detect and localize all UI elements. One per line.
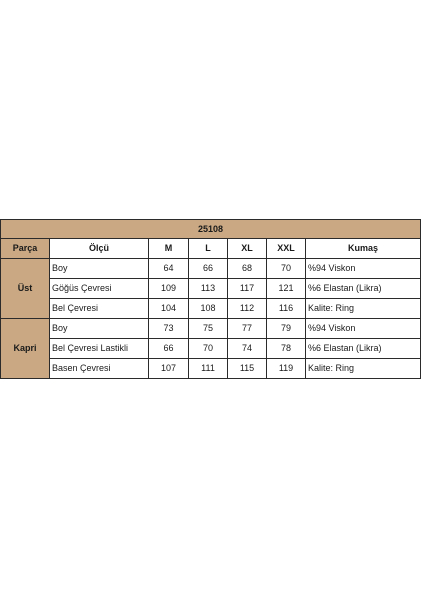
- value-xxl: 116: [267, 299, 306, 319]
- part-label-ust: Üst: [1, 259, 50, 319]
- value-xl: 77: [228, 319, 267, 339]
- value-l: 66: [189, 259, 228, 279]
- header-size-m: M: [149, 239, 189, 259]
- header-fabric: Kumaş: [306, 239, 421, 259]
- measure-label: Bel Çevresi: [50, 299, 149, 319]
- value-m: 64: [149, 259, 189, 279]
- title-row: [1, 220, 421, 239]
- fabric-info: Kalite: Ring: [306, 299, 421, 319]
- table-row: [1, 359, 421, 379]
- value-m: 66: [149, 339, 189, 359]
- header-size-l: L: [189, 239, 228, 259]
- header-size-xxl: XXL: [267, 239, 306, 259]
- value-l: 111: [189, 359, 228, 379]
- value-xl: 112: [228, 299, 267, 319]
- measure-label: Basen Çevresi: [50, 359, 149, 379]
- table-row: [1, 279, 421, 299]
- value-xl: 117: [228, 279, 267, 299]
- value-xl: 74: [228, 339, 267, 359]
- measure-label: Boy: [50, 319, 149, 339]
- fabric-info: %6 Elastan (Likra): [306, 279, 421, 299]
- fabric-info: %94 Viskon: [306, 319, 421, 339]
- product-code: 25108: [1, 220, 421, 239]
- value-xxl: 78: [267, 339, 306, 359]
- value-m: 104: [149, 299, 189, 319]
- value-xxl: 70: [267, 259, 306, 279]
- table-row: [1, 319, 421, 339]
- header-measure: Ölçü: [50, 239, 149, 259]
- measure-label: Göğüs Çevresi: [50, 279, 149, 299]
- part-label-kapri: Kapri: [1, 319, 50, 379]
- value-l: 75: [189, 319, 228, 339]
- value-xxl: 79: [267, 319, 306, 339]
- value-m: 107: [149, 359, 189, 379]
- value-m: 109: [149, 279, 189, 299]
- header-row: [1, 239, 421, 259]
- fabric-info: %94 Viskon: [306, 259, 421, 279]
- header-part: Parça: [1, 239, 50, 259]
- header-size-xl: XL: [228, 239, 267, 259]
- fabric-info: Kalite: Ring: [306, 359, 421, 379]
- value-xl: 115: [228, 359, 267, 379]
- value-l: 113: [189, 279, 228, 299]
- fabric-info: %6 Elastan (Likra): [306, 339, 421, 359]
- value-l: 108: [189, 299, 228, 319]
- table-row: [1, 339, 421, 359]
- measure-label: Bel Çevresi Lastikli: [50, 339, 149, 359]
- value-xxl: 119: [267, 359, 306, 379]
- value-l: 70: [189, 339, 228, 359]
- value-xxl: 121: [267, 279, 306, 299]
- table-row: [1, 259, 421, 279]
- value-xl: 68: [228, 259, 267, 279]
- table-row: [1, 299, 421, 319]
- size-chart-table: [0, 219, 421, 379]
- value-m: 73: [149, 319, 189, 339]
- measure-label: Boy: [50, 259, 149, 279]
